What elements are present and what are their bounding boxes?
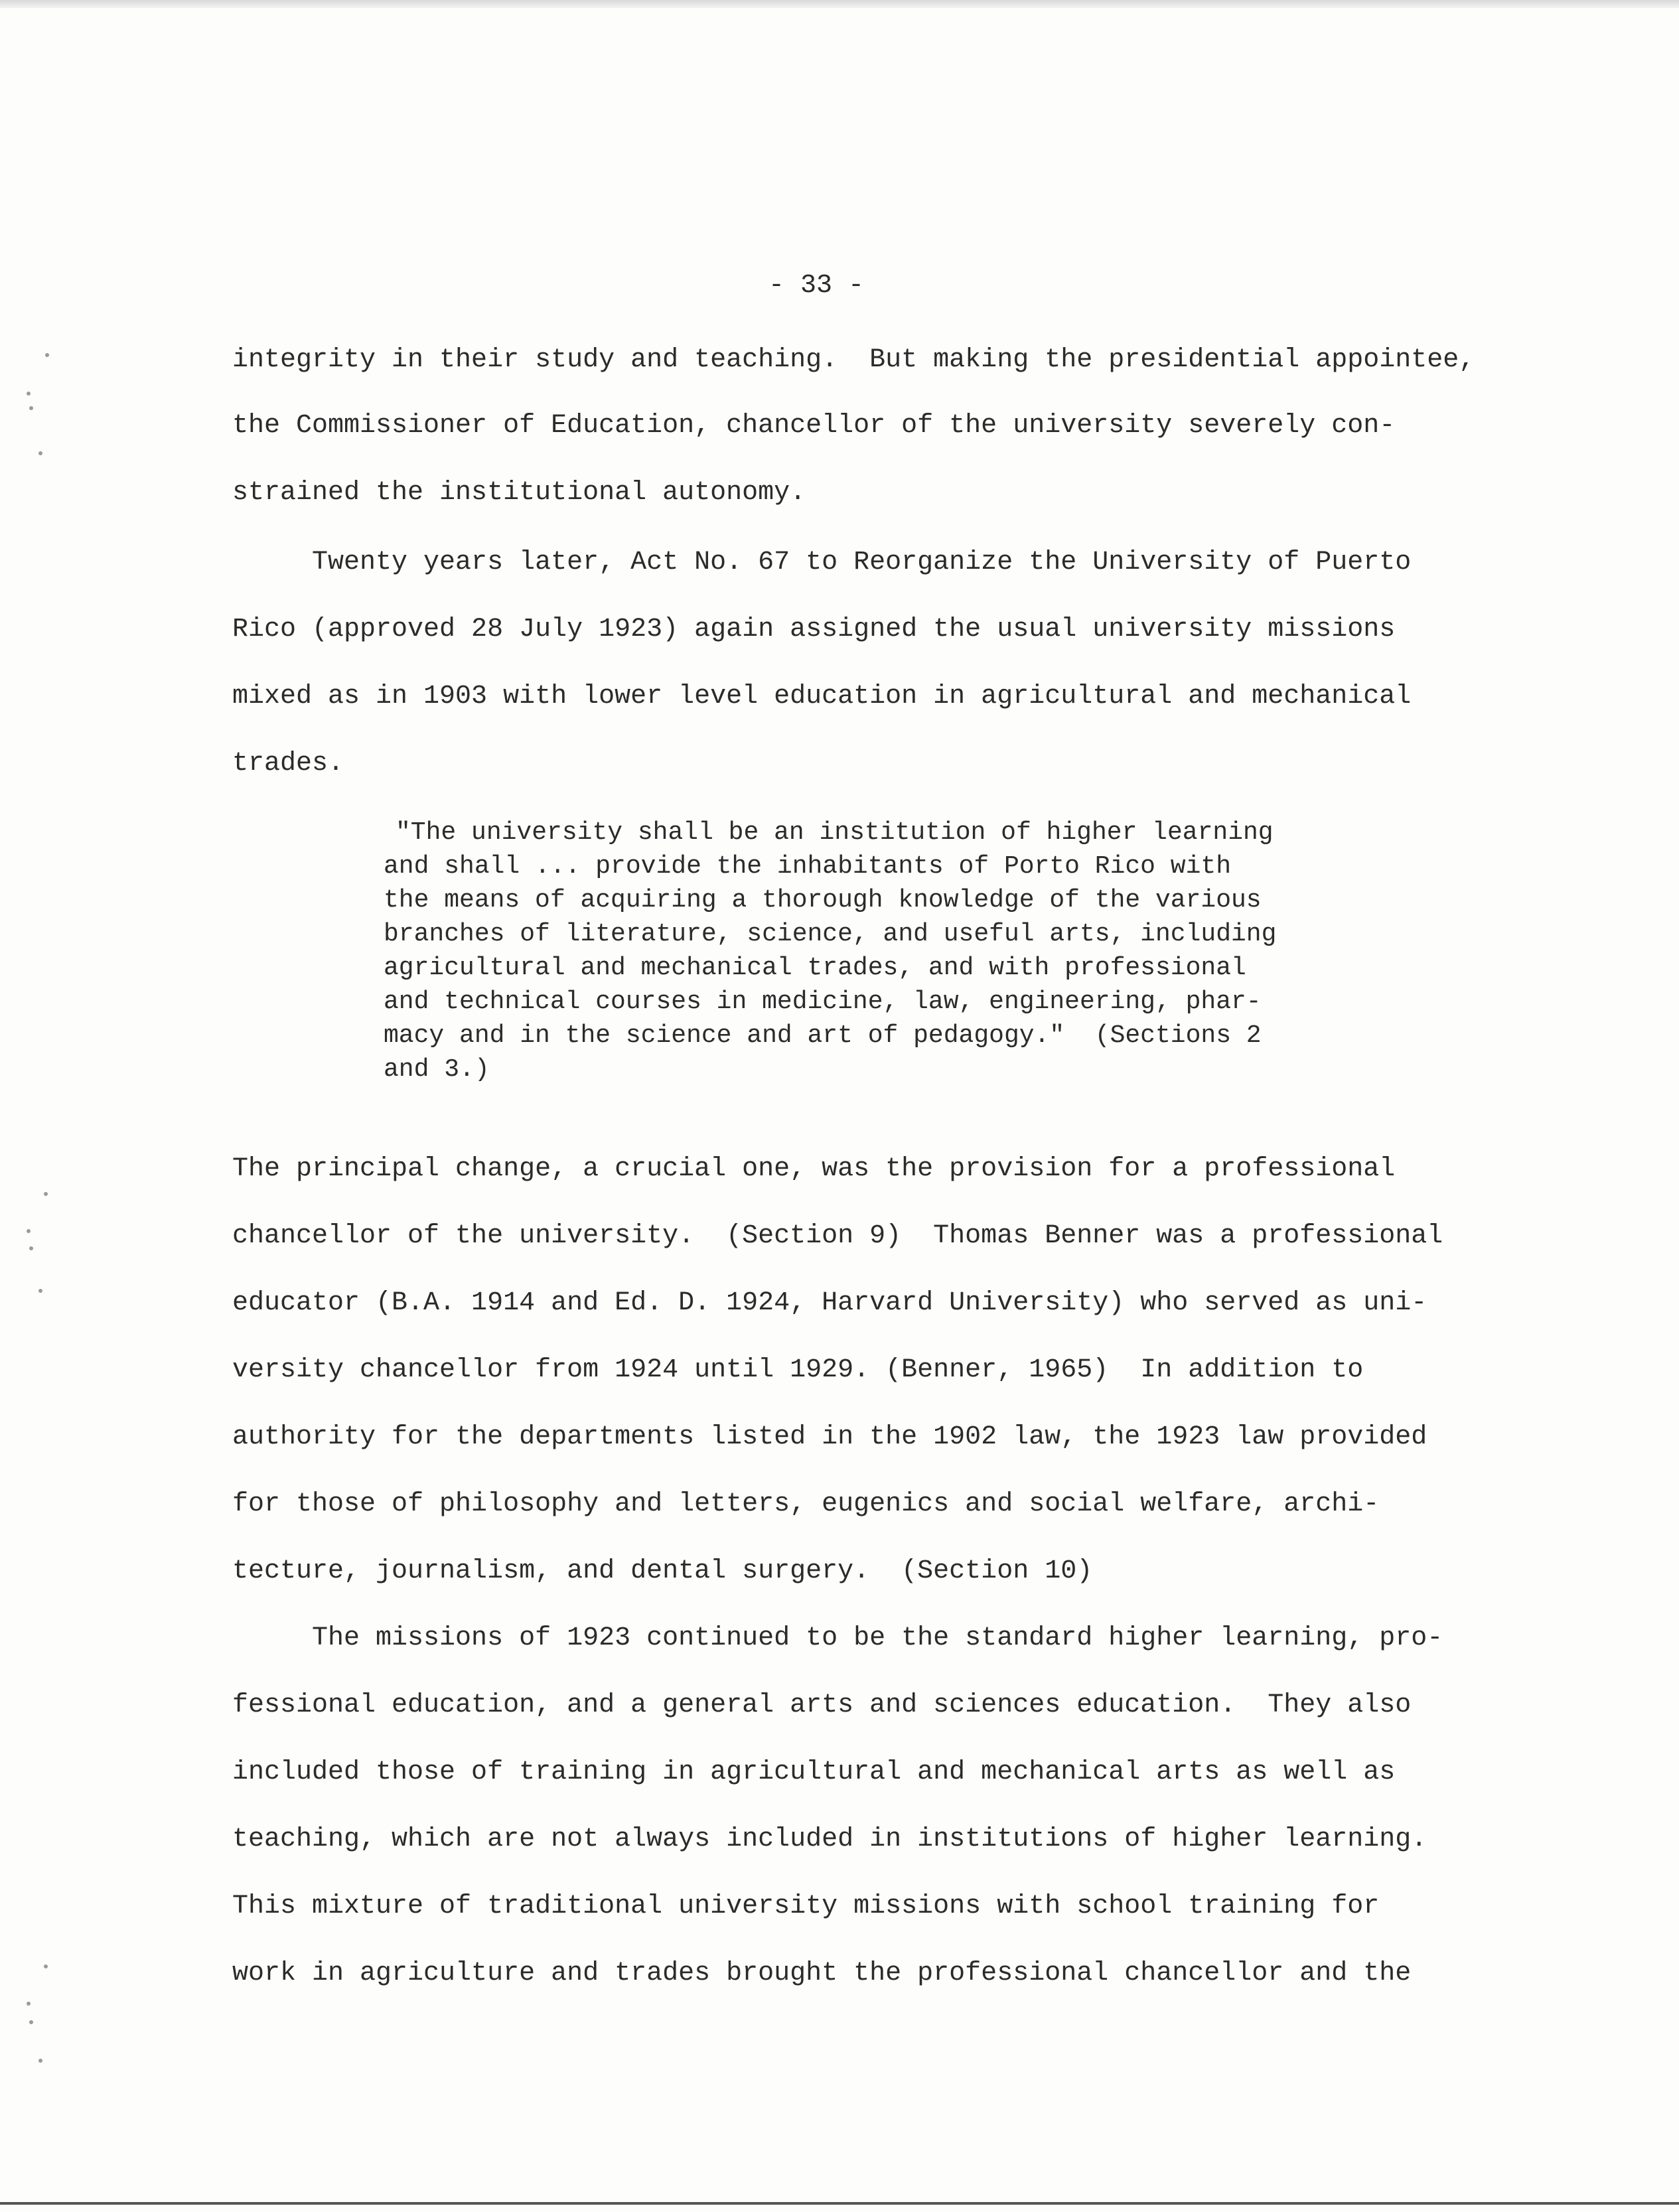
scan-artifact-mark [38,1289,42,1293]
text-line: educator (B.A. 1914 and Ed. D. 1924, Harvard University) who served as uni- [232,1288,1427,1318]
text-line: The missions of 1923 continued to be the standard higher learning, pro- [232,1623,1443,1653]
scan-top-edge [0,0,1679,8]
quote-line: and shall ... provide the inhabitants of Porto Rico with [384,852,1232,881]
quote-line: and 3.) [384,1055,490,1084]
text-line: the Commissioner of Education, chancellor of the university severely con- [232,411,1396,441]
scan-artifact-mark [27,2002,31,2006]
text-line: versity chancellor from 1924 until 1929. (Benner, 1965) In addition to [232,1355,1364,1385]
text-line: This mixture of traditional university missions with school training for [232,1891,1380,1921]
quote-line: macy and in the science and art of pedagogy." (Sections 2 [384,1021,1262,1050]
quote-line: branches of literature, science, and useful arts, including [384,920,1277,948]
text-line: chancellor of the university. (Section 9) Thomas Benner was a professional [232,1221,1443,1251]
text-line: trades. [232,749,344,778]
scan-artifact-mark [27,392,31,396]
text-line: work in agriculture and trades brought the professional chancellor and the [232,1958,1412,1988]
page-number: - 33 - [768,271,865,301]
text-line: Rico (approved 28 July 1923) again assigned the usual university missions [232,615,1396,644]
scan-artifact-mark [45,353,49,357]
text-line: teaching, which are not always included in institutions of higher learning. [232,1824,1427,1854]
text-line: integrity in their study and teaching. But making the presidential appointee, [232,345,1475,375]
text-line: tecture, journalism, and dental surgery. (Section 10) [232,1556,1093,1586]
scan-artifact-mark [38,451,42,455]
scan-artifact-mark [27,1229,31,1233]
text-line: Twenty years later, Act No. 67 to Reorganize the University of Puerto [232,548,1412,577]
quote-line: the means of acquiring a thorough knowledge of the various [384,886,1262,915]
text-line: included those of training in agricultural and mechanical arts as well as [232,1757,1396,1787]
quote-line: agricultural and mechanical trades, and with professional [384,954,1246,982]
scan-artifact-mark [29,1246,33,1250]
scan-artifact-mark [44,1192,48,1196]
scan-artifact-mark [44,1964,48,1968]
text-line: fessional education, and a general arts and sciences education. They also [232,1690,1412,1720]
quote-line: and technical courses in medicine, law, engineering, phar- [384,988,1262,1016]
quote-line: "The university shall be an institution of higher learning [396,818,1274,847]
text-line: authority for the departments listed in the 1902 law, the 1923 law provided [232,1422,1427,1452]
scan-artifact-mark [38,2059,42,2063]
scan-artifact-mark [29,406,33,410]
scan-artifact-mark [29,2020,33,2024]
text-line: The principal change, a crucial one, was the provision for a professional [232,1154,1396,1184]
text-line: for those of philosophy and letters, eugenics and social welfare, archi- [232,1489,1380,1519]
scan-bottom-edge [0,2202,1679,2205]
text-line: strained the institutional autonomy. [232,478,806,508]
text-line: mixed as in 1903 with lower level education in agricultural and mechanical [232,682,1412,711]
